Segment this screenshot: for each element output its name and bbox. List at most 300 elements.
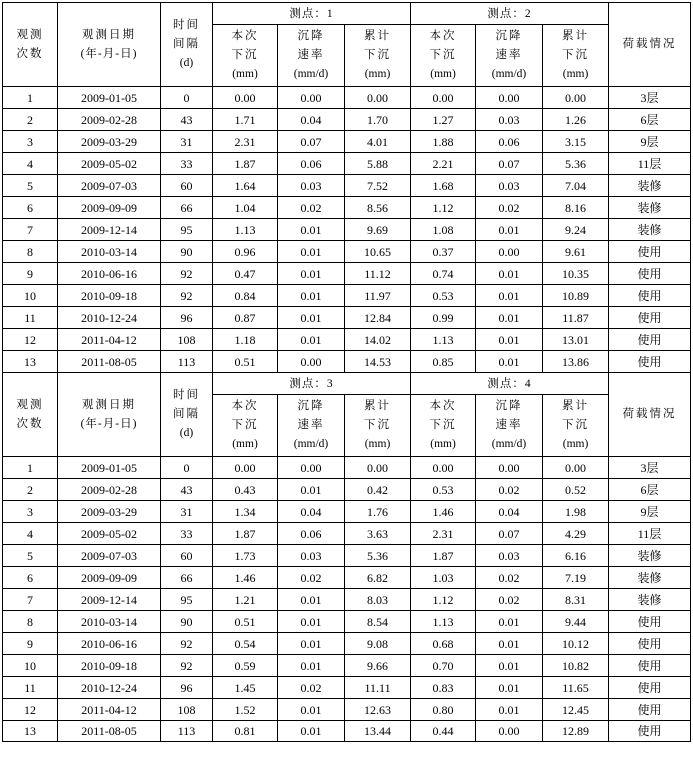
interval-cell: 0 <box>161 87 213 109</box>
interval-cell: 92 <box>161 655 213 677</box>
header-obs-date: 观测日期 (年-月-日) <box>58 3 161 87</box>
obs-no-cell: 6 <box>3 567 58 589</box>
header-obs-no: 观测 次数 <box>3 373 58 457</box>
load-cell: 使用 <box>609 611 691 633</box>
obs-no-cell: 8 <box>3 241 58 263</box>
settle-cell: 1.87 <box>213 153 278 175</box>
cumulative-cell: 3.15 <box>543 131 609 153</box>
rate-cell: 0.07 <box>476 523 543 545</box>
date-cell: 2009-07-03 <box>58 545 161 567</box>
header-rate: 沉降 速率 (mm/d) <box>476 25 543 87</box>
load-cell: 使用 <box>609 329 691 351</box>
interval-cell: 43 <box>161 479 213 501</box>
settle-cell: 0.00 <box>411 87 476 109</box>
cumulative-cell: 14.02 <box>345 329 411 351</box>
table-row <box>3 677 691 699</box>
rate-cell: 0.06 <box>278 523 345 545</box>
rate-cell: 0.01 <box>476 307 543 329</box>
load-cell: 9层 <box>609 501 691 523</box>
settle-cell: 1.64 <box>213 175 278 197</box>
rate-cell: 0.01 <box>278 611 345 633</box>
rate-cell: 0.01 <box>476 611 543 633</box>
rate-cell: 0.02 <box>278 197 345 219</box>
rate-cell: 0.06 <box>476 131 543 153</box>
obs-no-cell: 2 <box>3 479 58 501</box>
interval-cell: 95 <box>161 219 213 241</box>
obs-no-cell: 11 <box>3 677 58 699</box>
rate-cell: 0.01 <box>278 633 345 655</box>
settle-cell: 1.18 <box>213 329 278 351</box>
cumulative-cell: 8.31 <box>543 589 609 611</box>
cumulative-cell: 8.56 <box>345 197 411 219</box>
interval-cell: 60 <box>161 545 213 567</box>
table-row <box>3 523 691 545</box>
date-cell: 2010-06-16 <box>58 633 161 655</box>
obs-no-cell: 4 <box>3 523 58 545</box>
date-cell: 2009-05-02 <box>58 153 161 175</box>
obs-no-cell: 13 <box>3 721 58 742</box>
obs-no-cell: 3 <box>3 501 58 523</box>
rate-cell: 0.01 <box>278 329 345 351</box>
obs-no-cell: 7 <box>3 219 58 241</box>
rate-cell: 0.04 <box>278 501 345 523</box>
date-cell: 2009-01-05 <box>58 87 161 109</box>
cumulative-cell: 12.84 <box>345 307 411 329</box>
settle-cell: 1.08 <box>411 219 476 241</box>
rate-cell: 0.01 <box>278 479 345 501</box>
point-group-header: 测点：2 <box>411 3 609 25</box>
rate-cell: 0.03 <box>476 175 543 197</box>
date-cell: 2010-03-14 <box>58 241 161 263</box>
interval-cell: 92 <box>161 285 213 307</box>
settle-cell: 1.73 <box>213 545 278 567</box>
load-cell: 装修 <box>609 219 691 241</box>
interval-cell: 90 <box>161 611 213 633</box>
date-cell: 2009-02-28 <box>58 479 161 501</box>
settle-cell: 0.47 <box>213 263 278 285</box>
cumulative-cell: 1.98 <box>543 501 609 523</box>
interval-cell: 108 <box>161 699 213 721</box>
cumulative-cell: 1.70 <box>345 109 411 131</box>
header-rate: 沉降 速率 (mm/d) <box>278 25 345 87</box>
rate-cell: 0.02 <box>476 567 543 589</box>
cumulative-cell: 4.01 <box>345 131 411 153</box>
settle-cell: 2.21 <box>411 153 476 175</box>
interval-cell: 95 <box>161 589 213 611</box>
settle-cell: 1.87 <box>213 523 278 545</box>
obs-no-cell: 6 <box>3 197 58 219</box>
rate-cell: 0.01 <box>278 721 345 742</box>
settle-cell: 0.87 <box>213 307 278 329</box>
table-row <box>3 501 691 523</box>
rate-cell: 0.00 <box>476 87 543 109</box>
cumulative-cell: 9.66 <box>345 655 411 677</box>
settle-cell: 0.83 <box>411 677 476 699</box>
date-cell: 2009-01-05 <box>58 457 161 479</box>
settle-cell: 0.00 <box>213 87 278 109</box>
date-cell: 2011-04-12 <box>58 699 161 721</box>
date-cell: 2009-09-09 <box>58 567 161 589</box>
table-block-2 <box>3 373 691 457</box>
rate-cell: 0.06 <box>278 153 345 175</box>
rate-cell: 0.01 <box>476 699 543 721</box>
settle-cell: 0.59 <box>213 655 278 677</box>
header-interval: 时间 间隔 (d) <box>161 3 213 87</box>
table-row <box>3 329 691 351</box>
settle-cell: 0.85 <box>411 351 476 373</box>
interval-cell: 66 <box>161 567 213 589</box>
header-this-settle: 本次 下沉 (mm) <box>411 25 476 87</box>
load-cell: 装修 <box>609 545 691 567</box>
settle-cell: 0.53 <box>411 479 476 501</box>
rate-cell: 0.04 <box>476 501 543 523</box>
settle-cell: 0.81 <box>213 721 278 742</box>
header-interval: 时间 间隔 (d) <box>161 373 213 457</box>
cumulative-cell: 0.00 <box>543 457 609 479</box>
header-obs-date: 观测日期 (年-月-日) <box>58 373 161 457</box>
interval-cell: 92 <box>161 633 213 655</box>
obs-no-cell: 3 <box>3 131 58 153</box>
date-cell: 2010-09-18 <box>58 655 161 677</box>
table-row <box>3 307 691 329</box>
rate-cell: 0.01 <box>278 589 345 611</box>
cumulative-cell: 7.19 <box>543 567 609 589</box>
load-cell: 使用 <box>609 241 691 263</box>
header-load: 荷载情况 <box>609 373 691 457</box>
cumulative-cell: 11.65 <box>543 677 609 699</box>
load-cell: 使用 <box>609 721 691 742</box>
load-cell: 3层 <box>609 87 691 109</box>
rate-cell: 0.02 <box>476 197 543 219</box>
rate-cell: 0.00 <box>278 87 345 109</box>
obs-no-cell: 10 <box>3 655 58 677</box>
interval-cell: 113 <box>161 351 213 373</box>
interval-cell: 43 <box>161 109 213 131</box>
cumulative-cell: 0.00 <box>345 457 411 479</box>
rate-cell: 0.00 <box>476 721 543 742</box>
cumulative-cell: 0.42 <box>345 479 411 501</box>
settle-cell: 1.13 <box>213 219 278 241</box>
settle-cell: 0.74 <box>411 263 476 285</box>
load-cell: 使用 <box>609 699 691 721</box>
rate-cell: 0.01 <box>278 307 345 329</box>
cumulative-cell: 10.12 <box>543 633 609 655</box>
header-load: 荷载情况 <box>609 3 691 87</box>
load-cell: 11层 <box>609 523 691 545</box>
table-row <box>3 263 691 285</box>
interval-cell: 31 <box>161 131 213 153</box>
rate-cell: 0.03 <box>476 545 543 567</box>
interval-cell: 108 <box>161 329 213 351</box>
header-this-settle: 本次 下沉 (mm) <box>213 395 278 457</box>
rate-cell: 0.01 <box>278 655 345 677</box>
settle-cell: 1.71 <box>213 109 278 131</box>
rate-cell: 0.03 <box>278 545 345 567</box>
load-cell: 使用 <box>609 285 691 307</box>
date-cell: 2009-07-03 <box>58 175 161 197</box>
cumulative-cell: 13.01 <box>543 329 609 351</box>
load-cell: 使用 <box>609 633 691 655</box>
table-row <box>3 87 691 109</box>
date-cell: 2009-12-14 <box>58 589 161 611</box>
table-row <box>3 699 691 721</box>
settle-cell: 0.37 <box>411 241 476 263</box>
obs-no-cell: 9 <box>3 263 58 285</box>
rate-cell: 0.01 <box>476 219 543 241</box>
table-row <box>3 633 691 655</box>
cumulative-cell: 12.63 <box>345 699 411 721</box>
settle-cell: 0.51 <box>213 351 278 373</box>
obs-no-cell: 5 <box>3 545 58 567</box>
table-row <box>3 611 691 633</box>
obs-no-cell: 5 <box>3 175 58 197</box>
load-cell: 装修 <box>609 197 691 219</box>
cumulative-cell: 7.52 <box>345 175 411 197</box>
settle-cell: 0.70 <box>411 655 476 677</box>
header-cum-settle: 累计 下沉 (mm) <box>345 395 411 457</box>
date-cell: 2009-12-14 <box>58 219 161 241</box>
table-row <box>3 131 691 153</box>
cumulative-cell: 11.12 <box>345 263 411 285</box>
settle-cell: 1.88 <box>411 131 476 153</box>
obs-no-cell: 7 <box>3 589 58 611</box>
load-cell: 装修 <box>609 175 691 197</box>
table-body-block-2 <box>3 457 691 742</box>
date-cell: 2010-06-16 <box>58 263 161 285</box>
rate-cell: 0.04 <box>278 109 345 131</box>
cumulative-cell: 8.03 <box>345 589 411 611</box>
obs-no-cell: 12 <box>3 329 58 351</box>
date-cell: 2011-08-05 <box>58 351 161 373</box>
settle-cell: 1.87 <box>411 545 476 567</box>
cumulative-cell: 12.45 <box>543 699 609 721</box>
cumulative-cell: 10.65 <box>345 241 411 263</box>
load-cell: 9层 <box>609 131 691 153</box>
table-row <box>3 655 691 677</box>
cumulative-cell: 1.26 <box>543 109 609 131</box>
settle-cell: 0.54 <box>213 633 278 655</box>
cumulative-cell: 10.82 <box>543 655 609 677</box>
cumulative-cell: 10.89 <box>543 285 609 307</box>
settle-cell: 0.68 <box>411 633 476 655</box>
settle-cell: 1.46 <box>213 567 278 589</box>
settle-cell: 1.27 <box>411 109 476 131</box>
cumulative-cell: 7.04 <box>543 175 609 197</box>
cumulative-cell: 0.00 <box>345 87 411 109</box>
settle-cell: 1.52 <box>213 699 278 721</box>
load-cell: 6层 <box>609 109 691 131</box>
obs-no-cell: 4 <box>3 153 58 175</box>
table-row <box>3 153 691 175</box>
cumulative-cell: 8.16 <box>543 197 609 219</box>
settle-cell: 0.53 <box>411 285 476 307</box>
obs-no-cell: 12 <box>3 699 58 721</box>
cumulative-cell: 9.61 <box>543 241 609 263</box>
date-cell: 2009-05-02 <box>58 523 161 545</box>
interval-cell: 33 <box>161 153 213 175</box>
table-row <box>3 241 691 263</box>
point-group-header: 测点：3 <box>213 373 411 395</box>
settle-cell: 1.13 <box>411 611 476 633</box>
date-cell: 2010-09-18 <box>58 285 161 307</box>
load-cell: 使用 <box>609 351 691 373</box>
settle-cell: 0.80 <box>411 699 476 721</box>
rate-cell: 0.00 <box>476 241 543 263</box>
rate-cell: 0.01 <box>476 285 543 307</box>
cumulative-cell: 4.29 <box>543 523 609 545</box>
rate-cell: 0.07 <box>476 153 543 175</box>
header-rate: 沉降 速率 (mm/d) <box>476 395 543 457</box>
cumulative-cell: 5.88 <box>345 153 411 175</box>
header-this-settle: 本次 下沉 (mm) <box>411 395 476 457</box>
settle-cell: 1.46 <box>411 501 476 523</box>
date-cell: 2009-03-29 <box>58 501 161 523</box>
cumulative-cell: 9.24 <box>543 219 609 241</box>
settle-cell: 0.00 <box>411 457 476 479</box>
rate-cell: 0.01 <box>278 699 345 721</box>
settle-cell: 0.44 <box>411 721 476 742</box>
cumulative-cell: 11.11 <box>345 677 411 699</box>
load-cell: 装修 <box>609 589 691 611</box>
header-this-settle: 本次 下沉 (mm) <box>213 25 278 87</box>
rate-cell: 0.01 <box>278 263 345 285</box>
table-row <box>3 175 691 197</box>
load-cell: 使用 <box>609 307 691 329</box>
table-row <box>3 351 691 373</box>
cumulative-cell: 14.53 <box>345 351 411 373</box>
settle-cell: 0.00 <box>213 457 278 479</box>
table-row <box>3 545 691 567</box>
interval-cell: 60 <box>161 175 213 197</box>
settle-cell: 1.68 <box>411 175 476 197</box>
rate-cell: 0.02 <box>278 567 345 589</box>
settle-cell: 1.12 <box>411 589 476 611</box>
cumulative-cell: 5.36 <box>543 153 609 175</box>
cumulative-cell: 10.35 <box>543 263 609 285</box>
settle-cell: 1.04 <box>213 197 278 219</box>
date-cell: 2009-02-28 <box>58 109 161 131</box>
settle-cell: 2.31 <box>411 523 476 545</box>
date-cell: 2011-08-05 <box>58 721 161 742</box>
rate-cell: 0.01 <box>476 329 543 351</box>
load-cell: 11层 <box>609 153 691 175</box>
table-body-block-1 <box>3 87 691 373</box>
table-row <box>3 567 691 589</box>
settle-cell: 0.84 <box>213 285 278 307</box>
settle-cell: 0.96 <box>213 241 278 263</box>
obs-no-cell: 1 <box>3 457 58 479</box>
rate-cell: 0.01 <box>476 633 543 655</box>
settle-cell: 1.34 <box>213 501 278 523</box>
load-cell: 使用 <box>609 263 691 285</box>
header-rate: 沉降 速率 (mm/d) <box>278 395 345 457</box>
load-cell: 3层 <box>609 457 691 479</box>
rate-cell: 0.01 <box>278 241 345 263</box>
settle-cell: 1.21 <box>213 589 278 611</box>
obs-no-cell: 2 <box>3 109 58 131</box>
date-cell: 2010-12-24 <box>58 307 161 329</box>
settle-cell: 1.45 <box>213 677 278 699</box>
date-cell: 2009-09-09 <box>58 197 161 219</box>
cumulative-cell: 3.63 <box>345 523 411 545</box>
settle-cell: 0.99 <box>411 307 476 329</box>
settle-cell: 1.13 <box>411 329 476 351</box>
settle-cell: 0.43 <box>213 479 278 501</box>
rate-cell: 0.00 <box>278 351 345 373</box>
rate-cell: 0.00 <box>476 457 543 479</box>
load-cell: 使用 <box>609 655 691 677</box>
interval-cell: 66 <box>161 197 213 219</box>
table-row <box>3 109 691 131</box>
obs-no-cell: 1 <box>3 87 58 109</box>
table-row <box>3 197 691 219</box>
date-cell: 2009-03-29 <box>58 131 161 153</box>
rate-cell: 0.01 <box>476 351 543 373</box>
cumulative-cell: 11.97 <box>345 285 411 307</box>
load-cell: 6层 <box>609 479 691 501</box>
obs-no-cell: 8 <box>3 611 58 633</box>
cumulative-cell: 0.00 <box>543 87 609 109</box>
cumulative-cell: 6.82 <box>345 567 411 589</box>
rate-cell: 0.02 <box>476 589 543 611</box>
date-cell: 2011-04-12 <box>58 329 161 351</box>
rate-cell: 0.02 <box>476 479 543 501</box>
rate-cell: 0.07 <box>278 131 345 153</box>
cumulative-cell: 13.86 <box>543 351 609 373</box>
cumulative-cell: 5.36 <box>345 545 411 567</box>
cumulative-cell: 0.52 <box>543 479 609 501</box>
rate-cell: 0.03 <box>476 109 543 131</box>
rate-cell: 0.00 <box>278 457 345 479</box>
rate-cell: 0.01 <box>476 677 543 699</box>
cumulative-cell: 9.08 <box>345 633 411 655</box>
obs-no-cell: 11 <box>3 307 58 329</box>
interval-cell: 90 <box>161 241 213 263</box>
table-block-1 <box>3 3 691 87</box>
settle-cell: 1.12 <box>411 197 476 219</box>
interval-cell: 31 <box>161 501 213 523</box>
interval-cell: 96 <box>161 307 213 329</box>
interval-cell: 0 <box>161 457 213 479</box>
date-cell: 2010-03-14 <box>58 611 161 633</box>
rate-cell: 0.01 <box>476 655 543 677</box>
header-cum-settle: 累计 下沉 (mm) <box>543 395 609 457</box>
cumulative-cell: 8.54 <box>345 611 411 633</box>
obs-no-cell: 9 <box>3 633 58 655</box>
settle-cell: 1.03 <box>411 567 476 589</box>
rate-cell: 0.01 <box>278 219 345 241</box>
load-cell: 装修 <box>609 567 691 589</box>
settlement-observation-sheet <box>2 2 691 742</box>
header-obs-no: 观测 次数 <box>3 3 58 87</box>
settle-cell: 0.51 <box>213 611 278 633</box>
cumulative-cell: 11.87 <box>543 307 609 329</box>
settlement-table <box>2 2 691 742</box>
rate-cell: 0.03 <box>278 175 345 197</box>
interval-cell: 113 <box>161 721 213 742</box>
date-cell: 2010-12-24 <box>58 677 161 699</box>
rate-cell: 0.02 <box>278 677 345 699</box>
cumulative-cell: 9.69 <box>345 219 411 241</box>
cumulative-cell: 1.76 <box>345 501 411 523</box>
interval-cell: 33 <box>161 523 213 545</box>
interval-cell: 92 <box>161 263 213 285</box>
load-cell: 使用 <box>609 677 691 699</box>
table-row <box>3 721 691 742</box>
rate-cell: 0.01 <box>278 285 345 307</box>
point-group-header: 测点：4 <box>411 373 609 395</box>
header-cum-settle: 累计 下沉 (mm) <box>543 25 609 87</box>
